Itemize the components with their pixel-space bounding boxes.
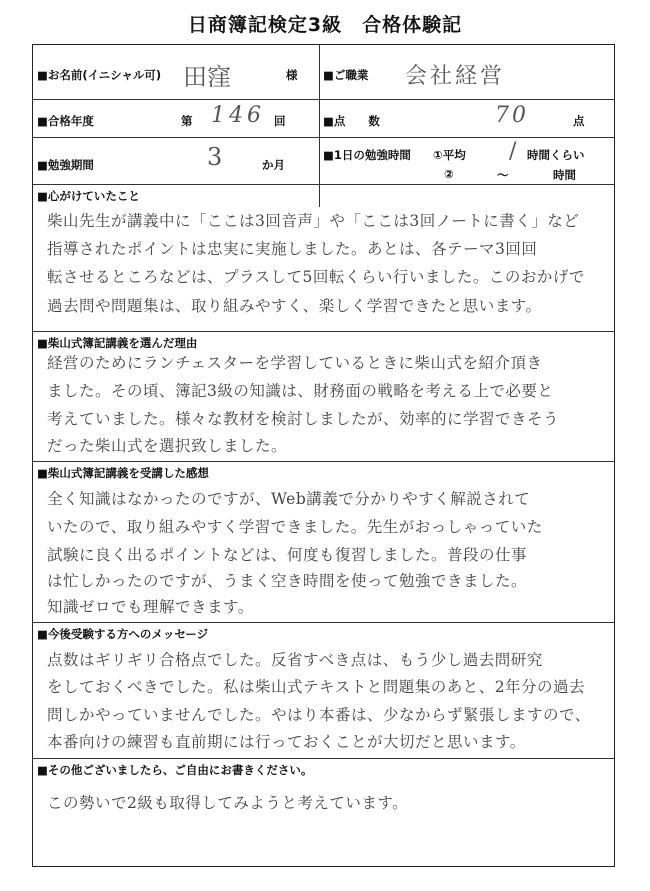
job-label: ■ご職業 bbox=[323, 68, 369, 82]
daily-label: ■1日の勉強時間 bbox=[323, 148, 411, 162]
section-title: ■柴山式簿記講義を選んだ理由 bbox=[37, 336, 198, 350]
name-suffix: 様 bbox=[286, 68, 298, 82]
answer-line: 問しかやっていませんでした。やはり本番は、少なからず緊張しますので、 bbox=[47, 706, 591, 724]
answer-line: 指導されたポイントは忠実に実施しました。あとは、各テーマ3回回 bbox=[47, 240, 538, 258]
year-label: ■合格年度 bbox=[37, 114, 94, 128]
daily-range-label: ② bbox=[444, 167, 454, 181]
answer-line: は忙しかったのですが、うまく空き時間を使って勉強できました。 bbox=[47, 572, 528, 590]
section-divider bbox=[33, 622, 614, 623]
answer-line: この勢いで2級も取得してみようと考えています。 bbox=[47, 794, 409, 812]
year-value[interactable]: 146 bbox=[211, 103, 265, 128]
section-divider bbox=[33, 331, 614, 332]
period-suffix: か月 bbox=[262, 158, 285, 172]
job-value[interactable]: 会社経営 bbox=[405, 64, 506, 89]
score-label: ■点 数 bbox=[323, 114, 380, 128]
answer-line: 試験に良く出るポイントなどは、何度も復習しました。普段の仕事 bbox=[47, 546, 528, 564]
row-divider bbox=[33, 137, 614, 138]
column-divider bbox=[319, 45, 320, 207]
score-suffix: 点 bbox=[573, 114, 585, 128]
section-divider bbox=[33, 461, 614, 462]
section-title: ■その他ございましたら、ご自由にお書きください。 bbox=[37, 763, 313, 777]
section-title: ■今後受験する方へのメッセージ bbox=[37, 627, 209, 641]
name-label: ■お名前(イニシャル可) bbox=[37, 68, 162, 82]
answer-line: だった柴山式を選択致しました。 bbox=[47, 437, 288, 455]
section-divider bbox=[33, 758, 614, 759]
answer-line: 全く知識はなかったのですが、Web講義で分かりやすく解説されて bbox=[47, 490, 531, 508]
section-title: ■柴山式簿記講義を受講した感想 bbox=[37, 466, 209, 480]
answer-line: 本番向けの練習も直前期には行っておくことが大切だと思います。 bbox=[47, 733, 526, 751]
answer-line: 考えていました。様々な教材を検討しましたが、効率的に学習できそう bbox=[47, 410, 560, 428]
answer-line: 知識ゼロでも理解できます。 bbox=[47, 598, 254, 616]
answer-line: 柴山先生が講義中に「ここは3回音声」や「ここは3回ノートに書く」など bbox=[47, 212, 580, 230]
answer-line: 経営のためにランチェスターを学習しているときに柴山式を紹介頂き bbox=[47, 354, 543, 372]
answer-line: 過去問や問題集は、取り組みやすく、楽しく学習できたと思います。 bbox=[47, 297, 542, 315]
score-value[interactable]: 70 bbox=[495, 103, 529, 128]
period-value[interactable]: 3 bbox=[207, 143, 223, 171]
row-divider bbox=[33, 184, 614, 185]
daily-avg-value[interactable]: / bbox=[509, 139, 517, 164]
row-divider bbox=[33, 99, 614, 100]
daily-range-suffix: 時間 bbox=[553, 168, 576, 182]
name-value[interactable]: 田窪 bbox=[183, 63, 231, 91]
answer-line: 点数はギリギリ合格点でした。反省すべき点は、もう少し過去問研究 bbox=[47, 651, 543, 669]
daily-avg-label: ①平均 bbox=[433, 148, 466, 162]
survey-form bbox=[32, 44, 615, 867]
year-suffix: 回 bbox=[274, 114, 286, 128]
section-title: ■心がけていたこと bbox=[37, 189, 140, 203]
year-prefix: 第 bbox=[181, 114, 193, 128]
page-title: 日商簿記検定3級 合格体験記 bbox=[187, 14, 463, 36]
period-label: ■勉強期間 bbox=[37, 158, 94, 172]
daily-avg-suffix: 時間くらい bbox=[527, 148, 585, 162]
answer-line: 転させるところなどは、プラスして5回転くらい行いました。このおかげで bbox=[47, 268, 585, 286]
answer-line: をしておくべきでした。私は柴山式テキストと問題集のあと、2年分の過去 bbox=[47, 678, 586, 696]
daily-range-tilde: ～ bbox=[497, 168, 509, 182]
answer-line: いたので、取り組みやすく学習できました。先生がおっしゃっていた bbox=[47, 518, 543, 536]
answer-line: ました。その頃、簿記3級の知識は、財務面の戦略を考える上で必要と bbox=[47, 382, 554, 400]
